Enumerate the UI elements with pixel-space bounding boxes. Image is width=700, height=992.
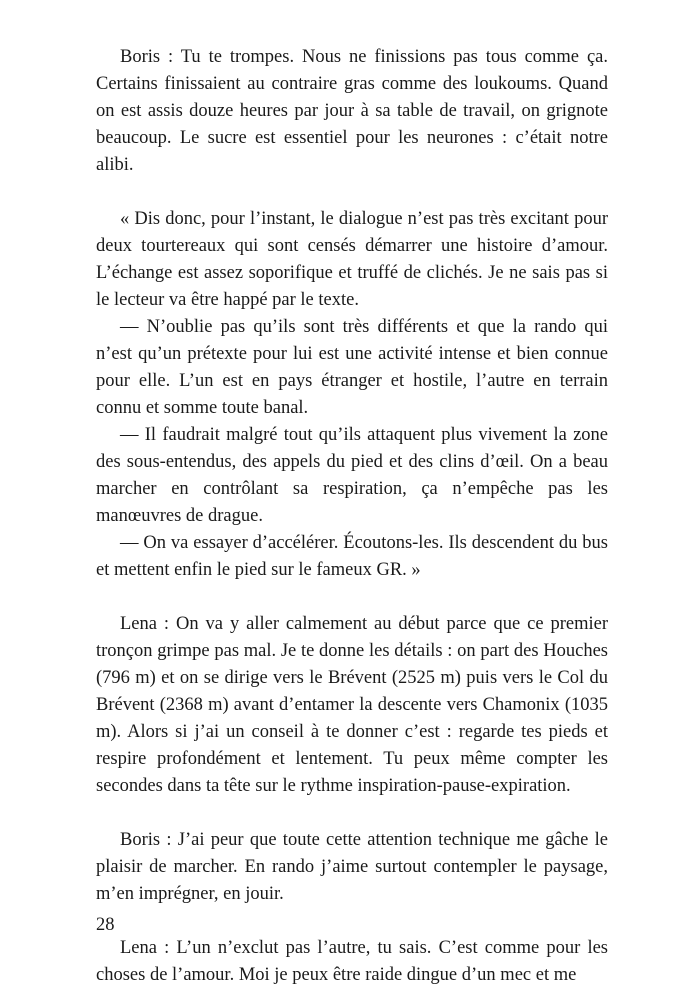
paragraph-gap [96,800,608,827]
paragraph-dialogue-3: — On va essayer d’accélérer. Écoutons-les. Ils descendent du bus et mettent enfin le pied sur le fameux GR. » [96,533,608,580]
page-body [96,44,608,989]
paragraph-boris-2: Boris : J’ai peur que toute cette attention technique me gâche le plaisir de marcher. En rando j’aime surtout contempler le paysage, m’en imprégner, en jouir. [96,830,608,904]
paragraph-lena-2: Lena : L’un n’exclut pas l’autre, tu sais. C’est comme pour les choses de l’amour. Moi je peux être raide dingue d’un mec et me [96,938,608,985]
page-number: 28 [96,915,115,935]
paragraph-narration-1: « Dis donc, pour l’instant, le dialogue n’est pas très excitant pour deux tourtereaux qui sont censés démarrer une histoire d’amour. L’échange est assez soporifique et truffé de clichés. Je ne sais pas si le lecteur va être happé par le texte. [96,209,608,310]
paragraph-boris-1: Boris : Tu te trompes. Nous ne finissions pas tous comme ça. Certains finissaient au contraire gras comme des loukoums. Quand on est assis douze heures par jour à sa table de travail, on grignote beaucoup. Le sucre est essentiel pour les neurones : c’était notre alibi. [96,47,608,175]
paragraph-gap [96,584,608,611]
paragraph-dialogue-1: — N’oublie pas qu’ils sont très différents et que la rando qui n’est qu’un prétexte pour lui est une activité intense et bien connue pour elle. L’un est en pays étranger et hostile, l’autre en terrain connu et somme toute banal. [96,317,608,418]
paragraph-lena-1: Lena : On va y aller calmement au début parce que ce premier tronçon grimpe pas mal. Je te donne les détails : on part des Houches (796 m) et on se dirige vers le Brévent (2525 m) puis vers le Col du Brévent (2368 m) avant d’entamer la descente vers Chamonix (1035 m). Alors si j’ai un conseil à te donner c’est : regarde tes pieds et respire profondément et lentement. Tu peux même compter les secondes dans ta tête sur le rythme inspiration-pause-expiration. [96,614,608,796]
paragraph-gap [96,179,608,206]
paragraph-dialogue-2: — Il faudrait malgré tout qu’ils attaquent plus vivement la zone des sous-entendus, des appels du pied et des clins d’œil. On a beau marcher en contrôlant sa respiration, ça n’empêche pas les manœuvres de drague. [96,425,608,526]
paragraph-gap [96,908,608,935]
